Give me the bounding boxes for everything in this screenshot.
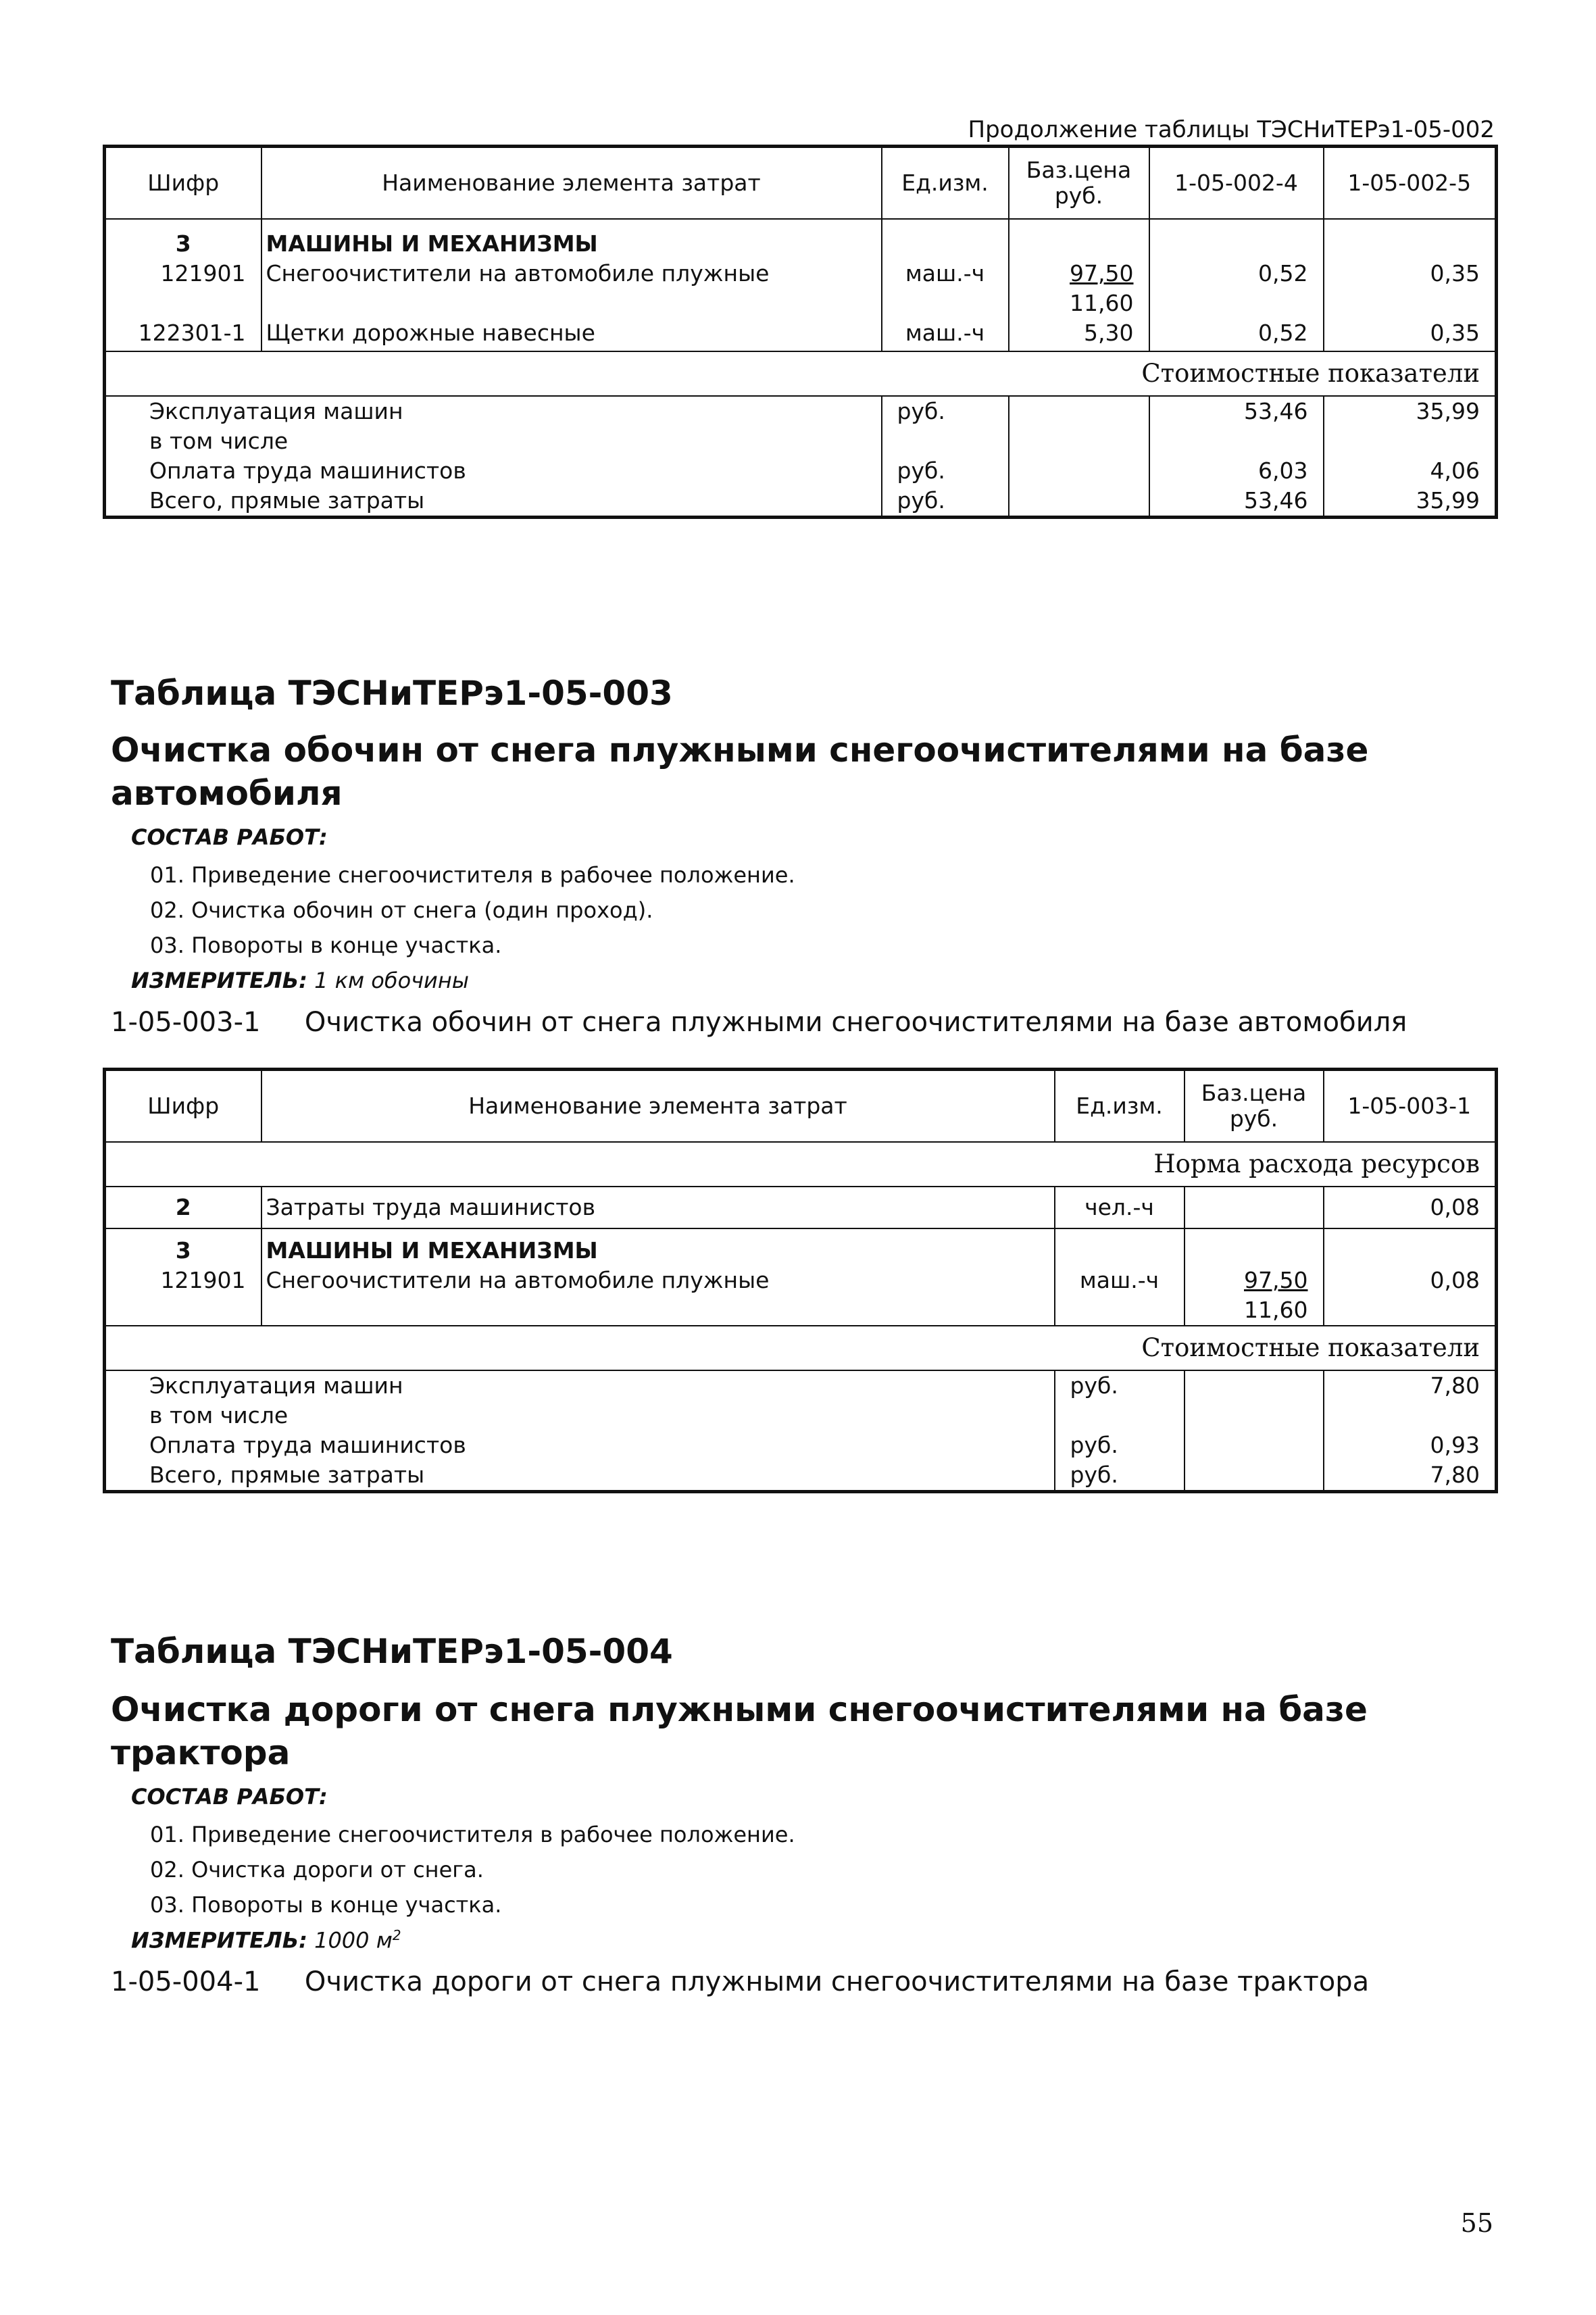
col-header-norm-5: 1-05-002-5 [1324,147,1497,220]
cost-header: Стоимостные показатели [105,351,1497,396]
labor-value: 0,08 [1324,1187,1497,1228]
norm-code-title: Очистка обочин от снега плужными снегоочистителями на базе автомобиля [304,1007,1407,1038]
cost-name: в том числе [105,426,882,456]
labor-unit: чел.-ч [1055,1187,1184,1228]
col-header-price: Баз.цена руб. [1184,1070,1324,1143]
work-step: 02. Очистка обочин от снега (один проход). [150,897,653,923]
row-value: 0,08 [1324,1266,1497,1326]
measure-label: ИЗМЕРИТЕЛЬ: [131,968,307,993]
cost-value-5: 35,99 [1324,396,1497,426]
row-name: Снегоочистители на автомобиле плужные [261,259,882,318]
table-row [105,1370,1497,1401]
work-composition-label: СОСТАВ РАБОТ: [131,1784,328,1810]
cost-unit: руб. [882,486,1009,518]
table-subtitle-003-cont: автомобиля [111,774,343,813]
cost-value: 7,80 [1324,1460,1497,1492]
measure-sup: 2 [392,1927,401,1943]
section-title: МАШИНЫ И МЕХАНИЗМЫ [261,219,882,259]
table-row [105,1401,1497,1430]
cost-header: Стоимостные показатели [105,1326,1497,1370]
cost-unit: руб. [1055,1370,1184,1401]
measure [131,1927,401,1953]
row-price: 97,50 11,60 [1009,259,1149,318]
cost-name: Оплата труда машинистов [105,1430,1055,1460]
cost-header-row [105,351,1497,396]
table-row [105,456,1497,486]
table-row [105,426,1497,456]
table-row [105,486,1497,518]
row-name: Снегоочистители на автомобиле плужные [261,1266,1055,1326]
row-code: 121901 [105,1266,261,1326]
table-row [105,219,1497,259]
measure-label: ИЗМЕРИТЕЛЬ: [131,1927,307,1953]
cost-header-row [105,1326,1497,1370]
row-name: Щетки дорожные навесные [261,318,882,351]
row-unit: маш.-ч [882,259,1009,318]
table-row [105,318,1497,351]
row-price: 97,50 11,60 [1184,1266,1324,1326]
cost-name: Всего, прямые затраты [105,1460,1055,1492]
continuation-caption: Продолжение таблицы ТЭСНиТЕРэ1-05-002 [968,116,1495,143]
cost-value-4: 53,46 [1149,396,1324,426]
cost-unit: руб. [882,396,1009,426]
col-header-name: Наименование элемента затрат [261,1070,1055,1143]
col-header-code: Шифр [105,147,261,220]
work-step: 03. Повороты в конце участка. [150,932,502,958]
col-header-norm-4: 1-05-002-4 [1149,147,1324,220]
resource-table-1-05-003 [103,1068,1498,1493]
measure [131,968,469,993]
table-row [105,1430,1497,1460]
page-number: 55 [1460,2208,1493,2238]
row-code: 122301-1 [105,318,261,351]
row-unit: маш.-ч [882,318,1009,351]
cost-name: Всего, прямые затраты [105,486,882,518]
labor-code: 2 [105,1187,261,1228]
work-step: 02. Очистка дороги от снега. [150,1857,484,1883]
table-row [105,1266,1497,1326]
norm-header: Норма расхода ресурсов [105,1142,1497,1187]
table-subtitle-004: Очистка дороги от снега плужными снегоочистителями на базе [111,1690,1368,1729]
cost-unit: руб. [882,456,1009,486]
cost-value-5: 4,06 [1324,456,1497,486]
labor-name: Затраты труда машинистов [261,1187,1055,1228]
cost-unit: руб. [1055,1430,1184,1460]
cost-unit: руб. [1055,1460,1184,1492]
cost-value: 7,80 [1324,1370,1497,1401]
row-price: 5,30 [1009,318,1149,351]
norm-code-id: 1-05-004-1 [111,1966,261,1997]
col-header-code: Шифр [105,1070,261,1143]
work-step: 01. Приведение снегоочистителя в рабочее положение. [150,1822,795,1847]
table-row [105,1228,1497,1266]
table-row [105,1460,1497,1492]
measure-value: 1 км обочины [314,968,470,993]
table-row [105,1187,1497,1228]
row-value-4: 0,52 [1149,259,1324,318]
table-title-004: Таблица ТЭСНиТЕРэ1-05-004 [111,1632,673,1671]
row-value-5: 0,35 [1324,318,1497,351]
row-value-4: 0,52 [1149,318,1324,351]
row-unit: маш.-ч [1055,1266,1184,1326]
cost-value-5: 35,99 [1324,486,1497,518]
col-header-price: Баз.цена руб. [1009,147,1149,220]
norm-code-id: 1-05-003-1 [111,1007,261,1038]
table-header-row [105,1070,1497,1143]
norm-code-title: Очистка дороги от снега плужными снегоочистителями на базе трактора [304,1966,1370,1997]
cost-name: Эксплуатация машин [105,396,882,426]
work-composition-label: СОСТАВ РАБОТ: [131,824,328,850]
table-header-row [105,147,1497,220]
cost-value-4: 6,03 [1149,456,1324,486]
row-value-5: 0,35 [1324,259,1497,318]
table-row [105,396,1497,426]
col-header-name: Наименование элемента затрат [261,147,882,220]
cost-name: в том числе [105,1401,1055,1430]
table-row [105,259,1497,318]
norm-code [111,1966,1369,1997]
work-step: 01. Приведение снегоочистителя в рабочее положение. [150,862,795,888]
section-title: МАШИНЫ И МЕХАНИЗМЫ [261,1228,1055,1266]
cost-value-4: 53,46 [1149,486,1324,518]
measure-value: 1000 м [314,1927,393,1953]
cost-name: Эксплуатация машин [105,1370,1055,1401]
norm-code [111,1007,1407,1038]
table-subtitle-003: Очистка обочин от снега плужными снегоочистителями на базе [111,730,1369,770]
table-title-003: Таблица ТЭСНиТЕРэ1-05-003 [111,674,673,713]
table-subtitle-004-cont: трактора [111,1733,291,1772]
col-header-norm: 1-05-003-1 [1324,1070,1497,1143]
norm-header-row [105,1142,1497,1187]
col-header-unit: Ед.изм. [1055,1070,1184,1143]
col-header-unit: Ед.изм. [882,147,1009,220]
section-code: 3 [105,219,261,259]
row-code: 121901 [105,259,261,318]
cost-value: 0,93 [1324,1430,1497,1460]
work-step: 03. Повороты в конце участка. [150,1892,502,1918]
section-code: 3 [105,1228,261,1266]
resource-table-1-05-002 [103,145,1498,519]
cost-name: Оплата труда машинистов [105,456,882,486]
